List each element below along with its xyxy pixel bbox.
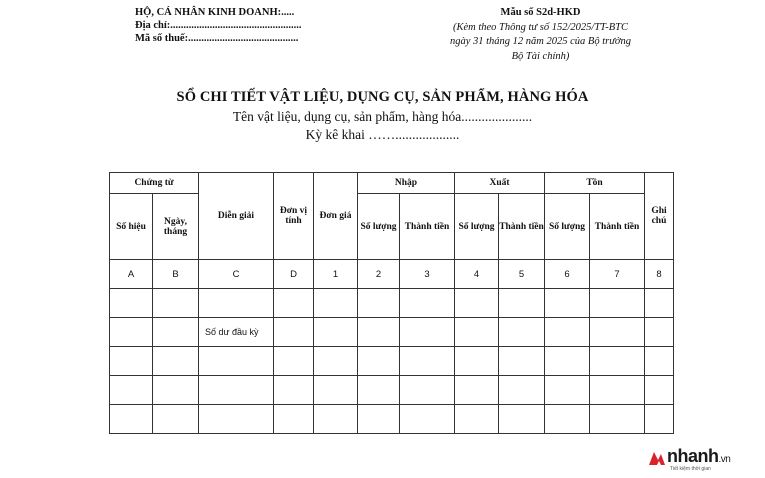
table-cell [545, 347, 590, 376]
column-index: 1 [314, 260, 358, 289]
notes-header: Ghi chú [645, 173, 674, 260]
table-cell [358, 347, 400, 376]
import-group-header: Nhập [358, 173, 455, 194]
export-qty-header: Số lượng [455, 194, 499, 260]
table-cell [110, 318, 153, 347]
table-cell [455, 376, 499, 405]
voucher-number-header: Số hiệu [110, 194, 153, 260]
table-cell [274, 347, 314, 376]
table-cell [314, 376, 358, 405]
column-index: 8 [645, 260, 674, 289]
tax-code-line: Mã số thuế:.......................................... [135, 33, 299, 44]
table-cell [153, 347, 199, 376]
table-cell [400, 376, 455, 405]
column-index-row [110, 260, 674, 289]
table-cell [590, 405, 645, 434]
column-index: 4 [455, 260, 499, 289]
table-cell [358, 289, 400, 318]
business-name-line: HỘ, CÁ NHÂN KINH DOANH:..... [135, 7, 295, 18]
column-index: 2 [358, 260, 400, 289]
table-cell [499, 347, 545, 376]
document-title: SỔ CHI TIẾT VẬT LIỆU, DỤNG CỤ, SẢN PHẨM, HÀNG HÓA [176, 89, 589, 105]
table-cell [400, 289, 455, 318]
description-header: Diễn giải [199, 173, 274, 260]
circular-note-line3: Bộ Tài chính) [511, 50, 570, 62]
table-cell [400, 318, 455, 347]
table-cell [455, 405, 499, 434]
nhanh-logo [648, 447, 760, 475]
ledger-table [109, 172, 674, 434]
voucher-date-header: Ngày, tháng [153, 194, 199, 260]
logo-name: nhanh [667, 446, 719, 466]
table-cell [110, 289, 153, 318]
table-cell [199, 376, 274, 405]
table-cell [400, 405, 455, 434]
logo-mark-shape [649, 452, 665, 465]
table-cell [110, 347, 153, 376]
reporting-period-line: Kỳ kê khai ……................... [305, 127, 460, 142]
column-index: D [274, 260, 314, 289]
table-cell [400, 347, 455, 376]
stock-group-header: Tồn [545, 173, 645, 194]
table-cell [545, 318, 590, 347]
table-cell [499, 318, 545, 347]
table-cell [545, 289, 590, 318]
table-cell [314, 347, 358, 376]
table-cell [199, 405, 274, 434]
circular-note-line2: ngày 31 tháng 12 năm 2025 của Bộ trưởng [449, 36, 632, 47]
table-cell [153, 289, 199, 318]
column-index: C [199, 260, 274, 289]
table-cell [153, 376, 199, 405]
column-index: B [153, 260, 199, 289]
table-cell [645, 318, 674, 347]
column-index: 7 [590, 260, 645, 289]
table-cell [358, 318, 400, 347]
table-cell [645, 376, 674, 405]
table-cell [590, 289, 645, 318]
table-cell [358, 405, 400, 434]
table-cell [110, 405, 153, 434]
table-cell [645, 347, 674, 376]
form-code: Mẫu số S2d-HKD [500, 7, 581, 18]
table-cell [645, 289, 674, 318]
address-line: Địa chỉ:.................................................. [135, 20, 302, 31]
import-qty-header: Số lượng [358, 194, 400, 260]
price-header: Đơn giá [314, 173, 358, 260]
voucher-group-header: Chứng từ [110, 173, 199, 194]
table-cell [590, 376, 645, 405]
opening-balance-label: Số dư đầu kỳ [199, 318, 274, 347]
table-cell [274, 405, 314, 434]
table-cell [199, 289, 274, 318]
logo-suffix: .vn [718, 454, 731, 465]
table-cell [499, 289, 545, 318]
material-name-line: Tên vật liệu, dụng cụ, sản phẩm, hàng hóa..................... [232, 109, 533, 124]
stock-amount-header: Thành tiền [590, 194, 645, 260]
table-cell [499, 405, 545, 434]
table-cell [645, 405, 674, 434]
export-group-header: Xuất [455, 173, 545, 194]
table-cell [590, 318, 645, 347]
table-cell [274, 318, 314, 347]
column-index: 6 [545, 260, 590, 289]
logo-tagline: Tiết kiệm thời gian [670, 466, 711, 472]
table-cell [314, 318, 358, 347]
unit-header: Đơn vị tính [274, 173, 314, 260]
nhanh-logo-mark-icon [648, 449, 666, 467]
form-reference [418, 6, 663, 64]
table-row [110, 347, 674, 376]
table-cell [545, 376, 590, 405]
table-cell [358, 376, 400, 405]
table-cell [499, 376, 545, 405]
export-amount-header: Thành tiền [499, 194, 545, 260]
column-index: 5 [499, 260, 545, 289]
import-amount-header: Thành tiền [400, 194, 455, 260]
table-cell [199, 347, 274, 376]
column-index: A [110, 260, 153, 289]
stock-qty-header: Số lượng [545, 194, 590, 260]
opening-balance-row [110, 318, 674, 347]
table-cell [455, 289, 499, 318]
table-cell [274, 289, 314, 318]
table-cell [590, 347, 645, 376]
table-cell [545, 405, 590, 434]
table-cell [110, 376, 153, 405]
table-cell [153, 318, 199, 347]
table-cell [455, 347, 499, 376]
table-cell [274, 376, 314, 405]
table-row [110, 405, 674, 434]
logo-wordmark [667, 446, 730, 467]
circular-note-line1: (Kèm theo Thông tư số 152/2025/TT-BTC [452, 21, 628, 33]
table-cell [455, 318, 499, 347]
table-row [110, 376, 674, 405]
business-info [135, 6, 302, 45]
column-index: 3 [400, 260, 455, 289]
table-cell [314, 405, 358, 434]
table-cell [314, 289, 358, 318]
table-row [110, 289, 674, 318]
table-cell [153, 405, 199, 434]
